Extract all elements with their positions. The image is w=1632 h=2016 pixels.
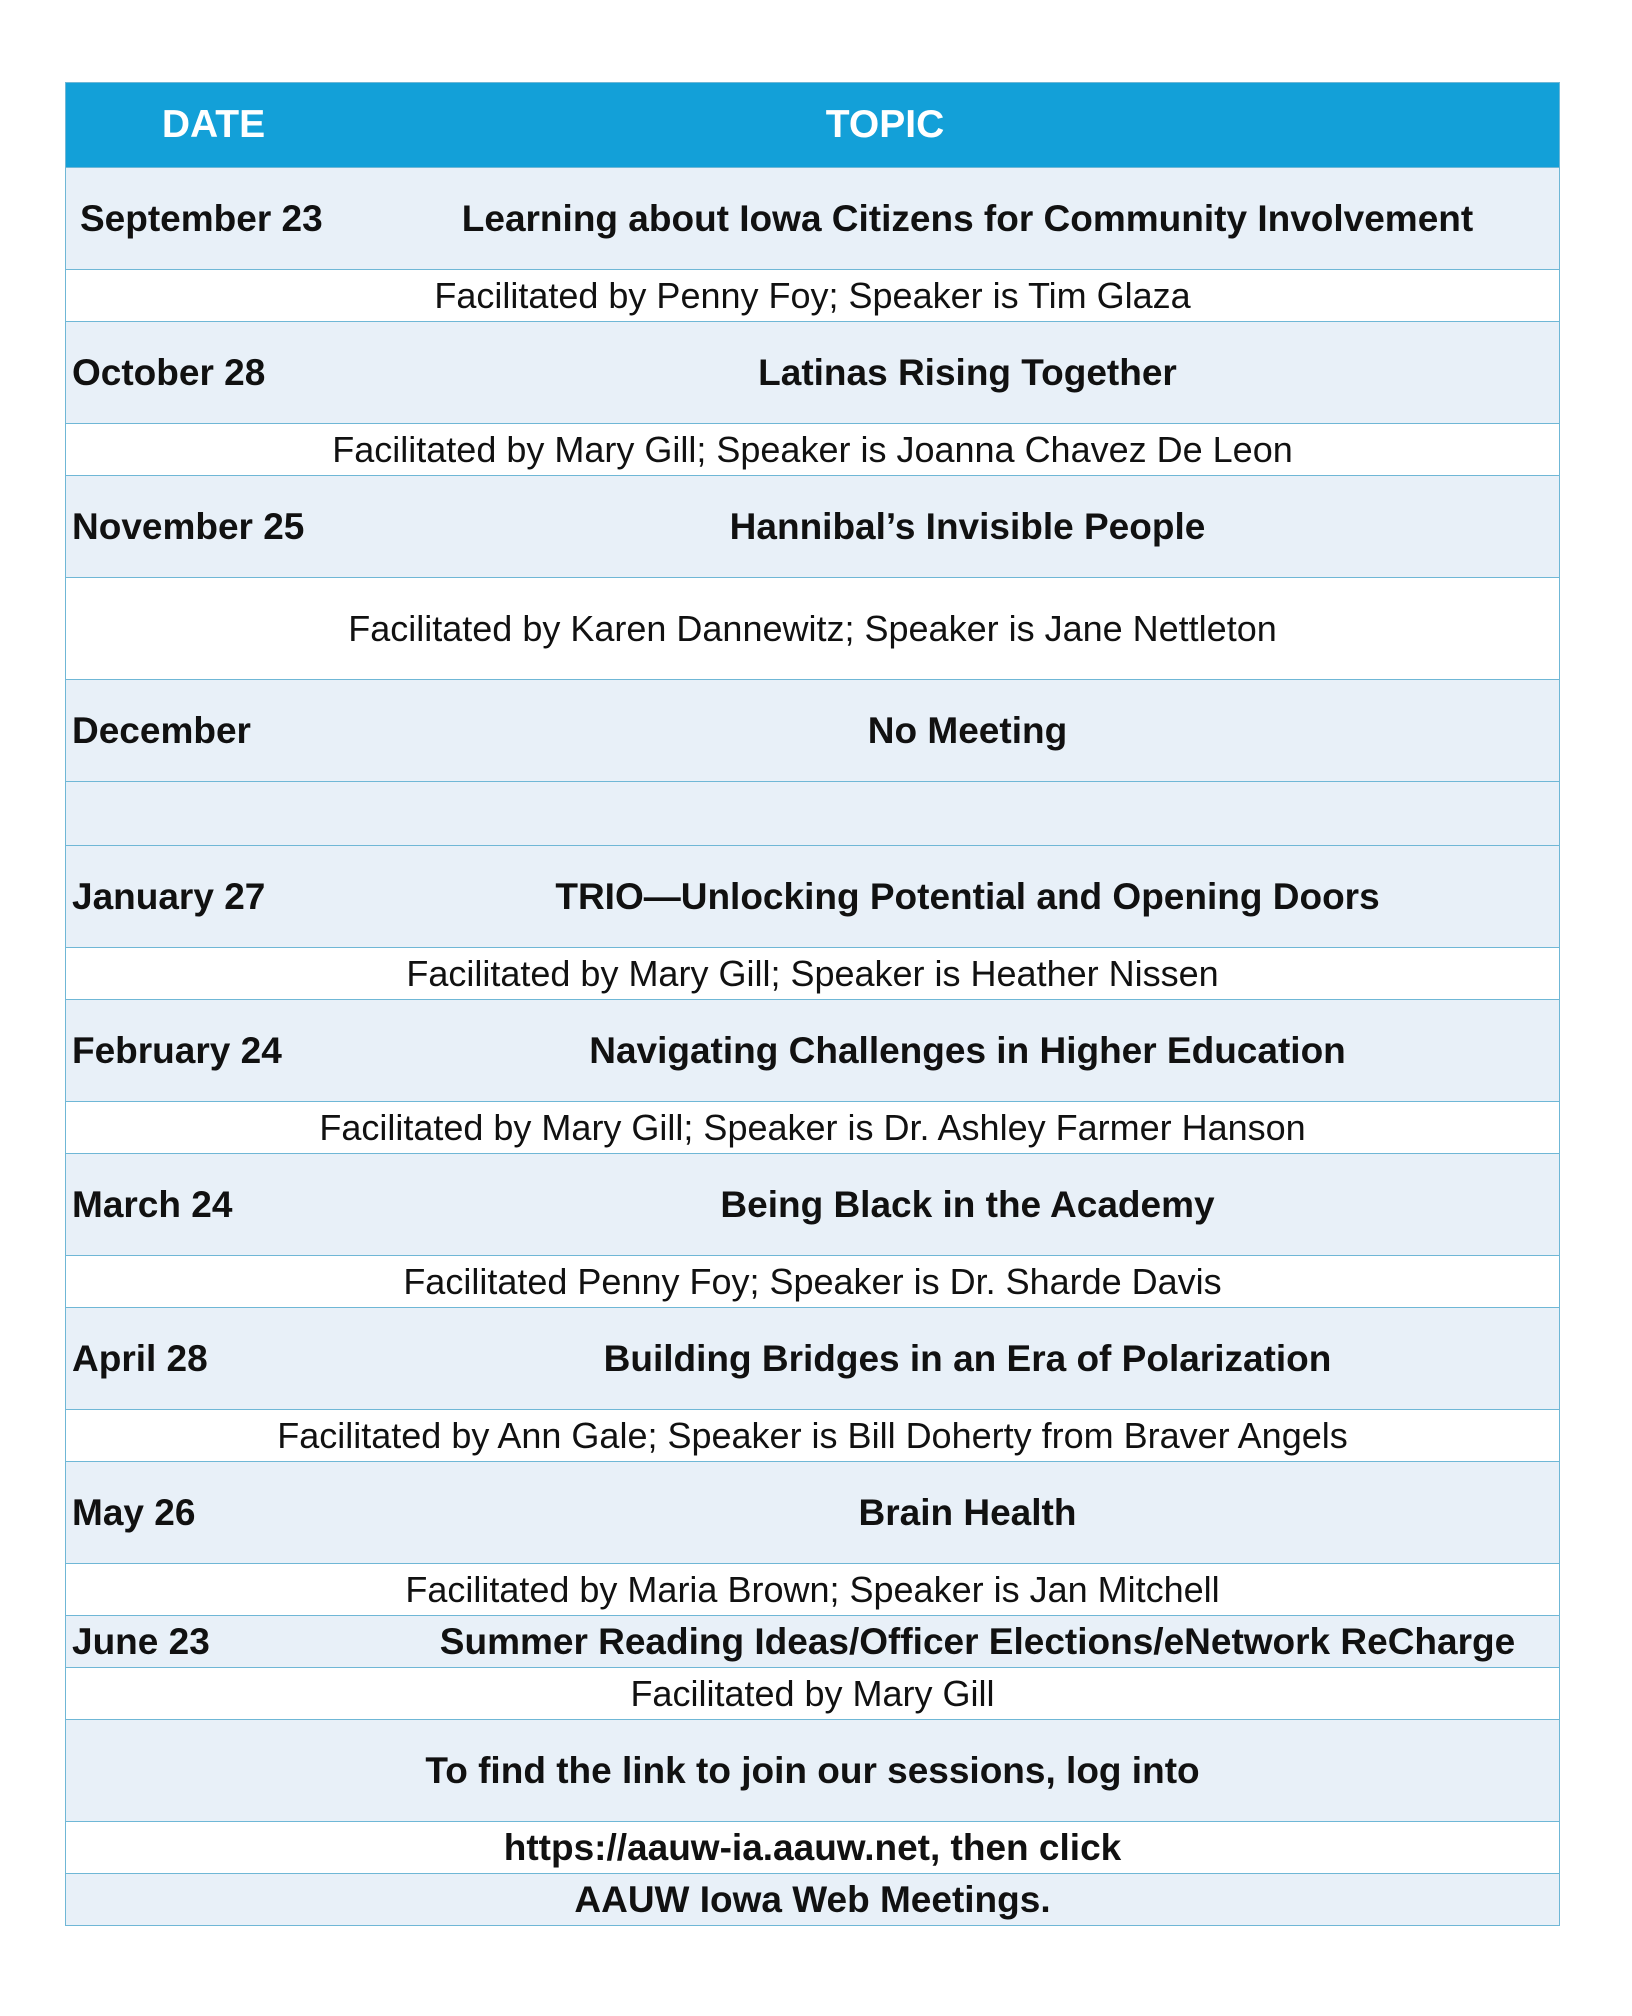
- web-meetings-note: AAUW Iowa Web Meetings.: [66, 1873, 1559, 1925]
- empty-row: [66, 781, 1559, 845]
- table-row: [66, 321, 1559, 423]
- meeting-topic: Building Bridges in an Era of Polarization: [603, 1337, 1332, 1379]
- table-row: [66, 167, 1559, 269]
- meeting-details: Facilitated by Penny Foy; Speaker is Tim Glaza: [66, 269, 1559, 321]
- meeting-schedule-table: [65, 82, 1560, 1926]
- meeting-details: Facilitated by Mary Gill: [66, 1667, 1559, 1719]
- date-column-header: DATE: [161, 103, 266, 146]
- meeting-date: May 26: [72, 1491, 196, 1533]
- meeting-date: November 25: [72, 505, 305, 547]
- meeting-date: December: [72, 709, 251, 751]
- join-link[interactable]: https://aauw-ia.aauw.net, then click: [66, 1821, 1559, 1873]
- table-row: [66, 1153, 1559, 1255]
- meeting-topic: Being Black in the Academy: [720, 1183, 1215, 1225]
- table-row: [66, 1615, 1559, 1667]
- meeting-date: February 24: [72, 1029, 282, 1071]
- meeting-details: Facilitated by Karen Dannewitz; Speaker is Jane Nettleton: [66, 577, 1559, 679]
- meeting-date: March 24: [72, 1183, 233, 1225]
- meeting-topic: Navigating Challenges in Higher Education: [589, 1029, 1346, 1071]
- meeting-topic: Summer Reading Ideas/Officer Elections/eNetwork ReCharge: [439, 1620, 1516, 1662]
- meeting-date: June 23: [72, 1620, 210, 1662]
- table-row: [66, 679, 1559, 781]
- meeting-date: April 28: [72, 1337, 208, 1379]
- meeting-topic: Brain Health: [858, 1491, 1077, 1533]
- meeting-details: Facilitated by Ann Gale; Speaker is Bill Doherty from Braver Angels: [66, 1409, 1559, 1461]
- meeting-topic: TRIO—Unlocking Potential and Opening Doors: [555, 875, 1380, 917]
- meeting-details: Facilitated by Mary Gill; Speaker is Heather Nissen: [66, 947, 1559, 999]
- table-header: [66, 83, 1559, 167]
- table-row: [66, 475, 1559, 577]
- meeting-details: Facilitated by Maria Brown; Speaker is Jan Mitchell: [66, 1563, 1559, 1615]
- meeting-details: Facilitated by Mary Gill; Speaker is Dr. Ashley Farmer Hanson: [66, 1101, 1559, 1153]
- table-row: [66, 845, 1559, 947]
- table-row: [66, 1461, 1559, 1563]
- meeting-topic: Hannibal’s Invisible People: [729, 505, 1206, 547]
- topic-column-header: TOPIC: [825, 103, 945, 146]
- meeting-details: Facilitated by Mary Gill; Speaker is Joanna Chavez De Leon: [66, 423, 1559, 475]
- meeting-topic: No Meeting: [867, 709, 1068, 751]
- meeting-date: October 28: [72, 351, 266, 393]
- table-row: [66, 1307, 1559, 1409]
- meeting-date: January 27: [72, 875, 266, 917]
- meeting-topic: Latinas Rising Together: [758, 351, 1177, 393]
- meeting-date: September 23: [80, 197, 323, 239]
- join-instructions: To find the link to join our sessions, log into: [66, 1719, 1559, 1821]
- meeting-details: Facilitated Penny Foy; Speaker is Dr. Sharde Davis: [66, 1255, 1559, 1307]
- meeting-topic: Learning about Iowa Citizens for Community Involvement: [461, 197, 1474, 239]
- table-row: [66, 999, 1559, 1101]
